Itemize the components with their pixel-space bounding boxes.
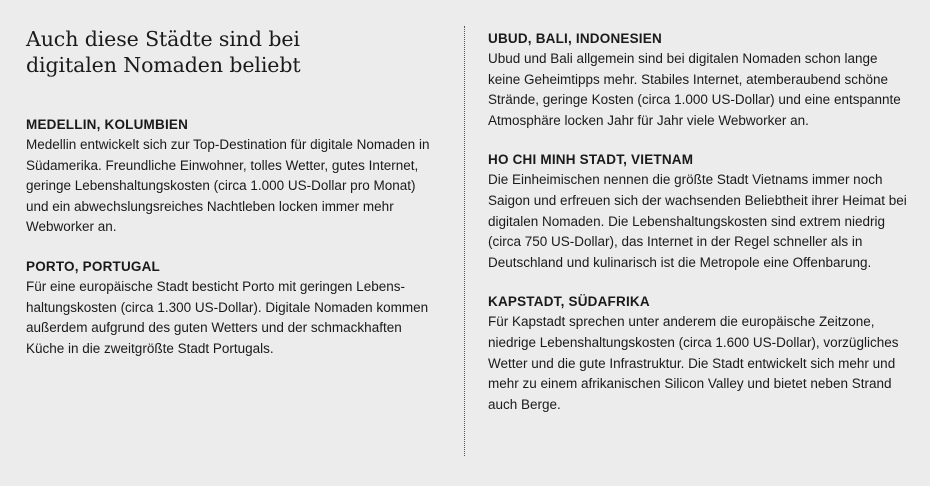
column-divider	[464, 26, 465, 456]
section-body: Für Kapstadt sprechen unter anderem die europäische Zeitzone, niedrige Lebenshaltungskosten (circa 1.600 US-Dollar), vorzügliches Wetter und die gute Infrastruktur. Die Stadt entwickelt sich mehr und mehr zu einem afrikanischen Silicon Valley und bietet neben Strand auch Berge.	[488, 314, 899, 412]
section-kapstadt	[488, 292, 908, 415]
headline-line-2: digitalen Nomaden beliebt	[26, 53, 301, 77]
section-ho-chi-minh	[488, 150, 908, 273]
section-body: Für eine europäische Stadt besticht Porto mit geringen Lebenshaltungskosten (circa 1.300 US-Dollar). Digitale Nomaden kommen außerdem aufgrund des guten Wetters und der schmackhaften Küche in die zweitgrößte Stadt Portugals.	[26, 278, 429, 356]
section-title: KAPSTADT, SÜDAFRIKA	[488, 294, 650, 310]
section-body: Ubud und Bali allgemein sind bei digitalen Nomaden schon lange keine Geheimtipps mehr. Stabiles Internet, atemberaubend schöne Strände, geringe Kosten (circa 1.000 US-Dollar) und eine entspannte Atmosphäre locken Jahr für Jahr viele Webworker an.	[488, 51, 901, 128]
section-body: Medellin entwickelt sich zur Top-Destination für digitale Nomaden in Südamerika. Freundliche Einwohner, tolles Wetter, gutes Internet, geringe Lebenshaltungskosten (circa 1.000 US-Dollar pro Monat) und ein abwechslungsreiches Nachtleben locken immer mehr Webworker an.	[26, 137, 430, 235]
right-column	[488, 0, 908, 415]
section-medellin	[26, 115, 441, 238]
section-title: PORTO, PORTUGAL	[26, 258, 161, 274]
section-body: Die Einheimischen nennen die größte Stadt Vietnams immer noch Saigon und erfreuen sich der wachsenden Beliebtheit ihrer Heimat bei digitalen Nomaden. Die Lebenshaltungskosten sind extrem niedrig (circa 750 US-Dollar), das Internet in der Regel schneller als in Deutschland und kulinarisch ist die Metropole eine Offenbarung.	[488, 172, 907, 270]
section-title: HO CHI MINH STADT, VIETNAM	[488, 152, 694, 168]
section-title: UBUD, BALI, INDONESIEN	[488, 31, 662, 46]
section-ubud	[488, 29, 908, 131]
section-porto	[26, 257, 441, 359]
section-title: MEDELLIN, KOLUMBIEN	[26, 117, 189, 132]
left-column	[26, 0, 441, 359]
headline-line-1: Auch diese Städte sind bei	[26, 27, 300, 51]
headline	[26, 26, 441, 78]
